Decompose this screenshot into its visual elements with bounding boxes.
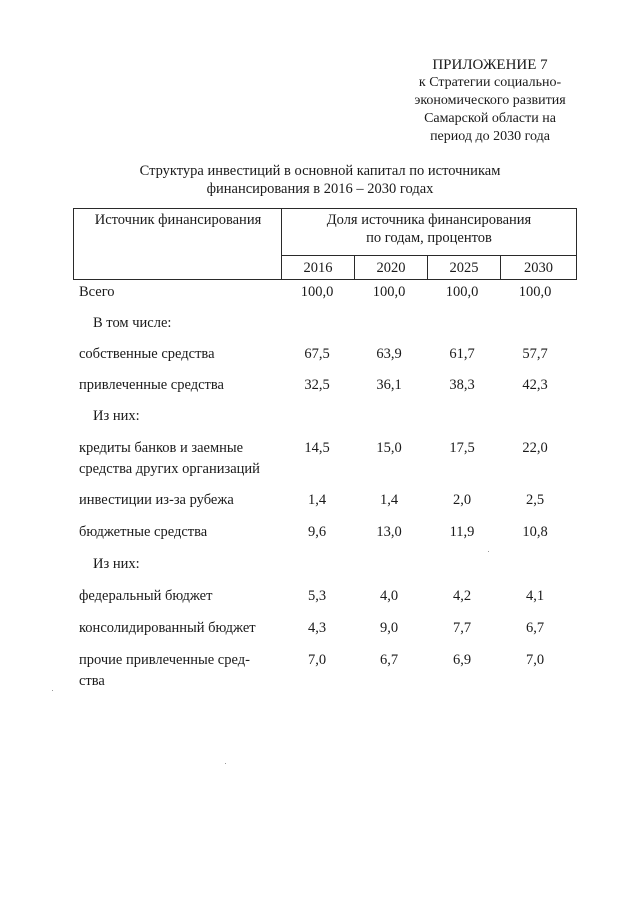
scan-speck [488,551,489,552]
appendix-line: к Стратегии социально- [418,75,562,90]
row-value: 61,7 [449,346,475,362]
row-value: 17,5 [449,440,475,456]
row-label [79,650,279,692]
appendix-line: экономического развития [414,93,566,108]
row-label: собственные средства [79,346,215,362]
row-value: 4,1 [525,588,545,604]
row-value: 2,5 [525,492,545,508]
row-label [79,438,289,480]
header-share-line2: по годам, процентов [366,230,492,246]
row-value: 100,0 [300,284,334,300]
row-value: 1,4 [307,492,327,508]
row-value: 100,0 [518,284,552,300]
table-header [73,208,577,280]
row-value: 7,7 [452,620,472,636]
title-line: финансирования в 2016 – 2030 годах [206,181,434,197]
row-value: 4,3 [307,620,327,636]
row-subheading: В том числе: [93,315,172,331]
row-value: 15,0 [376,440,402,456]
row-label: консолидированный бюджет [79,620,256,636]
row-label: федеральный бюджет [79,588,213,604]
row-value: 11,9 [449,524,475,540]
row-value: 4,2 [452,588,472,604]
scan-speck [225,763,226,764]
row-value: 6,7 [525,620,545,636]
row-subheading: Из них: [93,408,140,424]
row-value: 6,7 [379,652,399,668]
row-value: 63,9 [376,346,402,362]
row-value: 5,3 [307,588,327,604]
row-label: привлеченные средства [79,377,224,393]
header-year: 2025 [449,260,479,276]
row-label: бюджетные средства [79,524,208,540]
row-label: инвестиции из-за рубежа [79,492,234,508]
row-value: 6,9 [452,652,472,668]
scan-speck [52,690,53,691]
row-value: 9,6 [307,524,327,540]
table-title [100,162,540,198]
row-value: 1,4 [379,492,399,508]
row-label-line1: прочие привлеченные сред- [79,652,250,668]
row-value: 36,1 [376,377,402,393]
row-value: 100,0 [445,284,479,300]
header-year: 2020 [376,260,406,276]
row-value: 13,0 [376,524,402,540]
appendix-line: Самарской области на [424,111,556,126]
row-label: Всего [79,284,115,300]
row-label-line2: ства [79,673,105,689]
row-subheading: Из них: [93,556,140,572]
header-source: Источник финансирования [94,212,262,228]
appendix-line: период до 2030 года [430,129,550,144]
row-value: 7,0 [307,652,327,668]
row-value: 9,0 [379,620,399,636]
row-value: 7,0 [525,652,545,668]
row-value: 42,3 [522,377,548,393]
header-year: 2030 [524,260,553,276]
row-value: 14,5 [304,440,330,456]
row-value: 67,5 [304,346,330,362]
header-share-line1: Доля источника финансирования [326,212,532,228]
row-value: 32,5 [304,377,330,393]
appendix-heading: ПРИЛОЖЕНИЕ 7 [432,57,548,73]
title-line: Структура инвестиций в основной капитал по источникам [139,163,501,179]
row-value: 22,0 [522,440,548,456]
row-value: 100,0 [372,284,406,300]
header-year: 2016 [303,260,333,276]
row-label-line2: средства других организаций [79,461,260,477]
row-value: 10,8 [522,524,548,540]
row-value: 57,7 [522,346,548,362]
row-value: 2,0 [452,492,472,508]
row-label-line1: кредиты банков и заемные [79,440,244,456]
appendix-block [380,56,600,146]
row-value: 4,0 [379,588,399,604]
row-value: 38,3 [449,377,475,393]
